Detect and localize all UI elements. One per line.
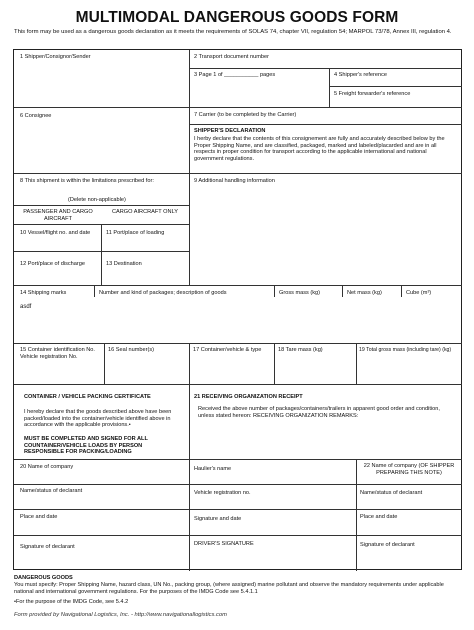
packing-cert-heading: CONTAINER / VEHICLE PACKING CERTIFICATE bbox=[24, 394, 151, 400]
limitations-label: 8 This shipment is within the limitations prescribed for: bbox=[20, 178, 154, 184]
form-title: MULTIMODAL DANGEROUS GOODS FORM bbox=[75, 9, 399, 26]
total-gross-label: 19 Total gross mass (including tare) (kg) bbox=[359, 347, 452, 353]
dangerous-goods-heading: DANGEROUS GOODS bbox=[14, 575, 73, 581]
divider bbox=[14, 459, 462, 460]
declaration-heading: SHIPPER'S DECLARATION bbox=[194, 128, 266, 134]
divider bbox=[14, 384, 462, 385]
divider bbox=[14, 205, 189, 206]
haulier-label: Haulier's name bbox=[194, 466, 232, 472]
vessel-label: 10 Vessel/flight no. and date bbox=[20, 230, 91, 236]
divider bbox=[329, 68, 330, 107]
driver-signature-label: DRIVER'S SIGNATURE bbox=[194, 541, 254, 547]
packing-cert-must: MUST BE COMPLETED AND SIGNED FOR ALL COUNTAINER/VEHICLE LOADS BY PERSON RESPONSIBLE FOR PACKING/LOADING bbox=[24, 436, 148, 456]
divider bbox=[356, 343, 357, 384]
dangerous-goods-text: You must specify: Proper Shipping Name, hazard class, UN No., packing group, (where assigned) marine pollutant and observe the mandatory requirements under applicable national and international government regulations. For the purposes of the IMDG Code see 5.4.1.1 bbox=[14, 582, 444, 595]
divider bbox=[274, 285, 275, 297]
transport-doc-label: 2 Transport document number bbox=[194, 54, 269, 60]
divider bbox=[14, 509, 462, 510]
handling-label: 9 Additional handling information bbox=[194, 178, 275, 184]
place-date-left: Place and date bbox=[20, 514, 58, 520]
divider bbox=[94, 285, 95, 297]
company-22-label: 22 Name of company (OF SHIPPER PREPARING THIS NOTE) bbox=[363, 463, 455, 476]
place-date-right: Place and date bbox=[360, 514, 398, 520]
divider bbox=[14, 343, 462, 344]
divider bbox=[329, 86, 462, 87]
net-mass-label: Net mass (kg) bbox=[347, 290, 382, 296]
shipping-marks-label: 14 Shipping marks bbox=[20, 290, 67, 296]
cargo-aircraft-option[interactable]: CARGO AIRCRAFT ONLY bbox=[112, 209, 178, 215]
signature-right: Signature of declarant bbox=[360, 542, 415, 548]
packages-label: Number and kind of packages; description of goods bbox=[99, 290, 227, 296]
divider bbox=[342, 285, 343, 297]
page-of-label: 3 Page 1 of ___________ pages bbox=[194, 72, 276, 78]
packing-cert-text: I hereby declare that the goods described above have been packed/loaded into the container/vehicle identified above in accordance with the applicable provisions.• bbox=[24, 409, 172, 429]
shipper-ref-label: 4 Shipper's reference bbox=[334, 72, 387, 78]
divider bbox=[104, 343, 105, 384]
container-id-label: 15 Container identification No. Vehicle registration No. bbox=[20, 347, 95, 360]
divider bbox=[401, 285, 402, 297]
declarant-status-right: Name/status of declarant bbox=[360, 490, 423, 496]
signature-date-label: Signature and date bbox=[194, 516, 242, 522]
container-type-label: 17 Container/vehicle & type bbox=[193, 347, 262, 353]
divider bbox=[101, 224, 102, 285]
divider bbox=[189, 384, 190, 571]
passenger-aircraft-option[interactable]: PASSENGER AND CARGO AIRCRAFT bbox=[23, 209, 93, 222]
delete-note: (Delete non-applicable) bbox=[68, 197, 126, 203]
port-loading-label: 11 Port/place of loading bbox=[106, 230, 165, 236]
declaration-text: I herby declare that the contents of this consignement are fully and accurately described below by the Proper Shipping Name, and are classified, packaged, marked and labeled/placarded and are in all respects in proper condition for transport according to the applicable international and national government regulations. bbox=[194, 136, 445, 162]
destination-label: 13 Destination bbox=[106, 261, 142, 267]
divider bbox=[356, 459, 357, 571]
carrier-label: 7 Carrier (to be completed by the Carrier) bbox=[194, 112, 297, 118]
port-discharge-label: 12 Port/place of discharge bbox=[20, 261, 85, 267]
divider bbox=[14, 285, 462, 286]
divider bbox=[14, 107, 462, 108]
imdg-note: •For the purpose of the IMDG Code, see 5.4.2 bbox=[14, 599, 129, 605]
divider bbox=[189, 50, 190, 285]
freight-ref-label: 5 Freight forwarder's reference bbox=[334, 91, 411, 97]
dg-form bbox=[13, 49, 462, 570]
provided-by-footer: Form provided by Navigational Logistics, Inc. - http://www.navigationallogistics.com bbox=[14, 612, 227, 618]
divider bbox=[274, 343, 275, 384]
cube-label: Cube (m³) bbox=[406, 290, 432, 296]
intro-text: This form may be used as a dangerous goods declaration as it meets the requirements of SOLAS 74, chapter VII, regulation 54; MARPOL 73/78, Annex III, regulation 4. bbox=[14, 29, 452, 35]
company-20-label: 20 Name of company bbox=[20, 464, 74, 470]
receipt-text: Received the above number of packages/containers/trailers in apparent good order and condition, unless stated hereon: RECEIVING ORGANIZATION REMARKS: bbox=[198, 406, 440, 419]
goods-entry-text[interactable]: asdf bbox=[20, 304, 32, 310]
divider bbox=[189, 124, 462, 125]
divider bbox=[14, 484, 462, 485]
vehicle-reg-label: Vehicle registration no. bbox=[194, 490, 251, 496]
divider bbox=[189, 68, 462, 69]
seal-label: 16 Seal number(s) bbox=[108, 347, 155, 353]
divider bbox=[189, 343, 190, 384]
divider bbox=[14, 173, 462, 174]
consignee-label: 6 Consignee bbox=[20, 113, 52, 119]
shipper-label: 1 Shipper/Consignor/Sender bbox=[20, 54, 91, 60]
signature-left: Signature of declarant bbox=[20, 544, 75, 550]
gross-mass-label: Gross mass (kg) bbox=[279, 290, 321, 296]
tare-mass-label: 18 Tare mass (kg) bbox=[278, 347, 323, 353]
receipt-heading: 21 RECEIVING ORGANIZATION RECEIPT bbox=[194, 394, 303, 400]
divider bbox=[14, 535, 462, 536]
declarant-status-left: Name/status of declarant bbox=[20, 488, 83, 494]
